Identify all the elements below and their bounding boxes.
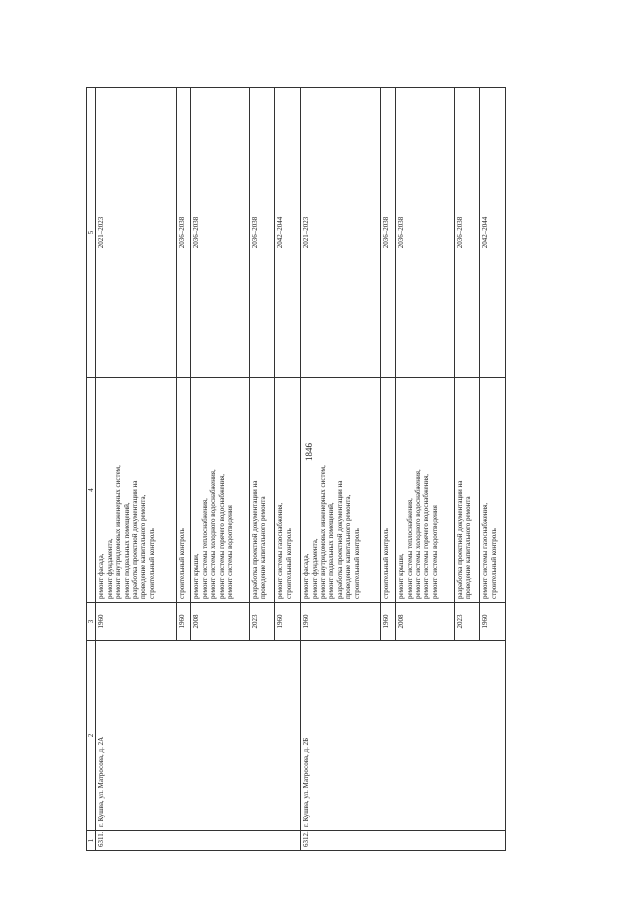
work-item: ремонт системы водоотведения [430, 505, 439, 599]
row-number-cell: 6311. [96, 831, 301, 851]
header-cell-1: 1 [87, 831, 96, 851]
period-cell: 2042–2044 [480, 88, 506, 378]
construction-year-cell: 1960 [176, 603, 191, 641]
work-item: ремонт системы горячего водоснабжения, [422, 473, 431, 599]
work-item: ремонт системы газоснабжения, [481, 502, 490, 599]
work-item: разработка проектной документации на [455, 480, 464, 599]
work-item: ремонт системы холодного водоснабжения, [209, 469, 218, 599]
construction-year-cell: 1960 [275, 603, 301, 641]
works-cell [301, 378, 381, 603]
table-body [96, 88, 506, 851]
work-item: ремонт системы горячего водоснабжения, [217, 473, 226, 599]
period-cell: 2042–2044 [275, 88, 301, 378]
work-item: ремонт внутридомовых инженерных систем, [114, 465, 123, 599]
construction-year-cell: 2023 [249, 603, 275, 641]
page-number: 1846 [304, 443, 314, 461]
work-item: ремонт внутридомовых инженерных систем, [318, 465, 327, 599]
work-item: строительный контроль [147, 528, 156, 599]
works-cell [275, 378, 301, 603]
header-cell-3: 3 [87, 603, 96, 641]
construction-year-cell: 1960 [96, 603, 176, 641]
work-item: ремонт фасада, [302, 553, 311, 599]
header-cell-2: 2 [87, 641, 96, 831]
table-row [96, 88, 176, 851]
work-item: проведение капитального ремонта [463, 496, 472, 599]
work-item: ремонт системы холодного водоснабжения, [413, 469, 422, 599]
work-item: ремонт системы водоотведения [226, 505, 235, 599]
header-cell-4: 4 [87, 378, 96, 603]
table-row [301, 88, 381, 851]
construction-year-cell: 1960 [381, 603, 396, 641]
construction-year-cell: 2008 [191, 603, 249, 641]
work-item: ремонт крыши, [192, 553, 201, 599]
work-item: разработка проектной документации на [250, 480, 259, 599]
work-item: ремонт фундамента, [105, 538, 114, 599]
work-item: проведение капитального ремонта, [139, 494, 148, 599]
row-number-cell: 6312. [301, 831, 506, 851]
header-row [87, 88, 96, 851]
works-cell [191, 378, 249, 603]
period-cell: 2036–2038 [381, 88, 396, 378]
construction-year-cell: 1960 [301, 603, 381, 641]
period-cell: 2036–2038 [249, 88, 275, 378]
works-cell [96, 378, 176, 603]
work-item: разработка проектной документации на [131, 480, 140, 599]
work-item: проведение капитального ремонта, [344, 494, 353, 599]
address-cell: г. Кушва, ул. Матросова, д. 2Б [301, 641, 506, 831]
period-cell: 2036–2038 [396, 88, 454, 378]
work-item: ремонт крыши, [397, 553, 406, 599]
period-cell: 2036–2038 [176, 88, 191, 378]
works-cell [396, 378, 454, 603]
period-cell: 2021–2023 [301, 88, 381, 378]
repair-schedule-table-frame [86, 88, 506, 851]
work-item: ремонт системы газоснабжения, [276, 502, 285, 599]
construction-year-cell: 2023 [454, 603, 480, 641]
work-item: строительный контроль [489, 528, 498, 599]
repair-schedule-table [86, 87, 506, 851]
work-item: ремонт системы теплоснабжения, [200, 498, 209, 599]
work-item: строительный контроль [177, 528, 186, 599]
works-cell [176, 378, 191, 603]
work-item: ремонт подвальных помещений, [122, 502, 131, 599]
work-item: ремонт фасада, [97, 553, 106, 599]
rotated-table-container [86, 88, 506, 851]
work-item: строительный контроль [284, 528, 293, 599]
work-item: ремонт системы теплоснабжения, [405, 498, 414, 599]
work-item: ремонт подвальных помещений, [327, 502, 336, 599]
works-cell [480, 378, 506, 603]
address-cell: г. Кушва, ул. Матросова, д. 2А [96, 641, 301, 831]
work-item: строительный контроль [352, 528, 361, 599]
work-item: ремонт фундамента, [310, 538, 319, 599]
work-item: проведение капитального ремонта [259, 496, 268, 599]
works-cell [454, 378, 480, 603]
works-cell [381, 378, 396, 603]
works-cell [249, 378, 275, 603]
construction-year-cell: 2008 [396, 603, 454, 641]
period-cell: 2036–2038 [191, 88, 249, 378]
work-item: разработка проектной документации на [335, 480, 344, 599]
construction-year-cell: 1960 [480, 603, 506, 641]
work-item: строительный контроль [382, 528, 391, 599]
header-cell-5: 5 [87, 88, 96, 378]
period-cell: 2021–2023 [96, 88, 176, 378]
period-cell: 2036–2038 [454, 88, 480, 378]
